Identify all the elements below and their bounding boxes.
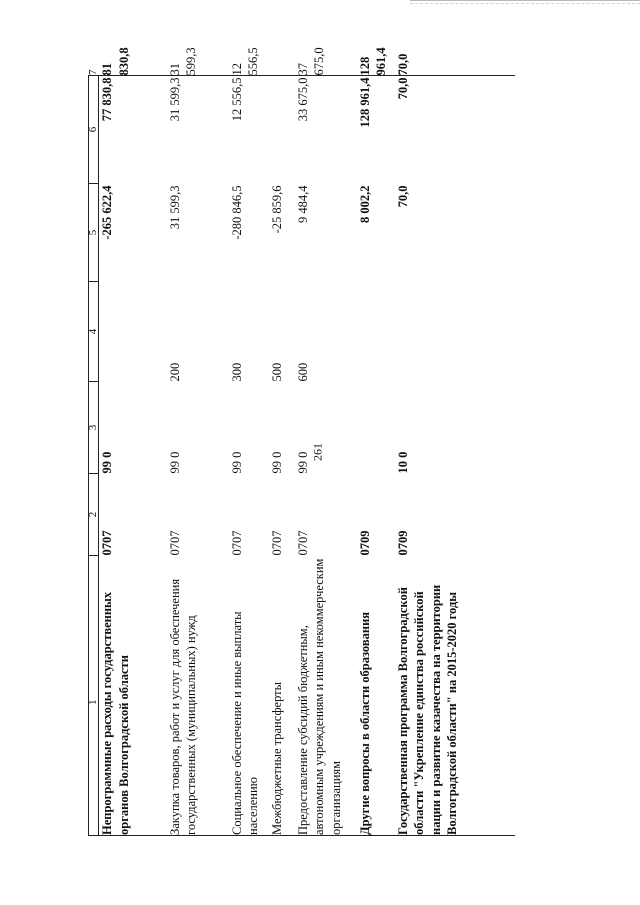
header-row: 1 2 3 4 5 6 7 xyxy=(89,76,99,836)
table-row: Закупка товаров, работ и услуг для обеспечения государственных (муниципальных) нужд 0707 99 0 200 31 599,3 31 599,3 31 599,3 xyxy=(167,76,229,836)
row-program-code: 99 0 xyxy=(229,451,244,474)
header-col-3: 3 xyxy=(89,382,99,474)
row-amount-change: -280 846,5 xyxy=(229,185,244,240)
header-col-5: 5 xyxy=(89,184,99,282)
table-row xyxy=(269,76,295,836)
row-program-code: 99 0 xyxy=(167,451,182,474)
row-amount-year1: 31 599,3 xyxy=(167,77,182,122)
row-name: Межбюджетные трансферты xyxy=(269,556,295,836)
row-amount-year1: 33 675,0 xyxy=(295,77,310,122)
row-name: Государственная программа Волгоградской области "Укрепление единства российской нации и развитие казачества на территории Волгоградской области" на 2015-2020 годы xyxy=(395,556,515,836)
row-program-code: 99 0 xyxy=(100,451,114,474)
row-section-code: 0707 xyxy=(167,530,182,556)
row-program-code: 99 0 xyxy=(295,451,310,474)
row-amount-change: 9 484,4 xyxy=(295,185,310,223)
row-expense-type xyxy=(395,282,515,382)
row-section-code: 0709 xyxy=(395,530,410,556)
row-name: Непрограммные расходы государственных органов Волгоградской области xyxy=(99,556,167,836)
table-row: Государственная программа Волгоградской области "Укрепление единства российской нации и развитие казачества на территории Волгоградской области" на 2015-2020 годы 0709 10 0 70,0 70,0 70,0 xyxy=(395,76,515,836)
row-expense-type: 200 xyxy=(167,362,182,382)
row-section-code: 0709 xyxy=(357,530,372,556)
header-col-1: 1 xyxy=(89,556,99,836)
row-amount-change: -25 859,6 xyxy=(269,185,284,234)
row-amount-change: 31 599,3 xyxy=(167,185,182,230)
row-amount-change: -265 622,4 xyxy=(100,185,114,240)
row-program-code: 99 0 xyxy=(269,451,284,474)
rotated-table-container xyxy=(87,47,608,836)
row-amount-year1: 77 830,8 xyxy=(100,77,114,122)
row-expense-type xyxy=(357,282,395,382)
table-row: Социальное обеспечение и иные выплаты населению 0707 99 0 300 -280 846,5 12 556,5 12 556,5 xyxy=(229,76,269,836)
row-name: Другие вопросы в области образования xyxy=(357,556,395,836)
row-amount-year1 xyxy=(269,76,295,184)
row-program-code: 10 0 xyxy=(395,451,410,474)
page-number: 261 xyxy=(310,443,325,461)
row-amount-change: 8 002,2 xyxy=(357,185,372,223)
budget-table xyxy=(87,47,515,836)
row-amount-year1: 12 556,5 xyxy=(229,77,244,122)
row-expense-type: 500 xyxy=(269,362,284,382)
row-name: Предоставление субсидий бюджетным, автономным учреждениям и иным некоммерческим организациям xyxy=(295,556,357,836)
table-body xyxy=(99,47,515,836)
row-section-code: 0707 xyxy=(295,530,310,556)
row-section-code: 0707 xyxy=(269,530,284,556)
row-amount-year1: 70,0 xyxy=(395,77,410,100)
row-program-code xyxy=(357,382,395,474)
row-expense-type: 300 xyxy=(229,362,244,382)
table-row: Предоставление субсидий бюджетным, автономным учреждениям и иным некоммерческим организациям 0707 99 0 600 9 484,4 33 675,0 37 675,0 xyxy=(295,76,357,836)
row-name: Закупка товаров, работ и услуг для обеспечения государственных (муниципальных) нужд xyxy=(167,556,229,836)
row-amount-year1: 128 961,4 xyxy=(357,77,372,128)
table-row: Непрограммные расходы государственных органов Волгоградской области 0707 99 0 -265 622,4 77 830,8 81 830,8 xyxy=(99,76,167,836)
scan-artifact-line xyxy=(410,0,640,4)
row-name: Социальное обеспечение и иные выплаты населению xyxy=(229,556,269,836)
header-col-2: 2 xyxy=(89,474,99,556)
header-col-6: 6 xyxy=(89,76,99,184)
row-expense-type: 600 xyxy=(295,362,310,382)
row-expense-type xyxy=(99,282,167,382)
header-col-4: 4 xyxy=(89,282,99,382)
row-amount-change: 70,0 xyxy=(395,185,410,208)
row-section-code: 0707 xyxy=(100,530,114,556)
table-row: Другие вопросы в области образования 0709 8 002,2 128 961,4 128 961,4 xyxy=(357,76,395,836)
row-section-code: 0707 xyxy=(229,530,244,556)
